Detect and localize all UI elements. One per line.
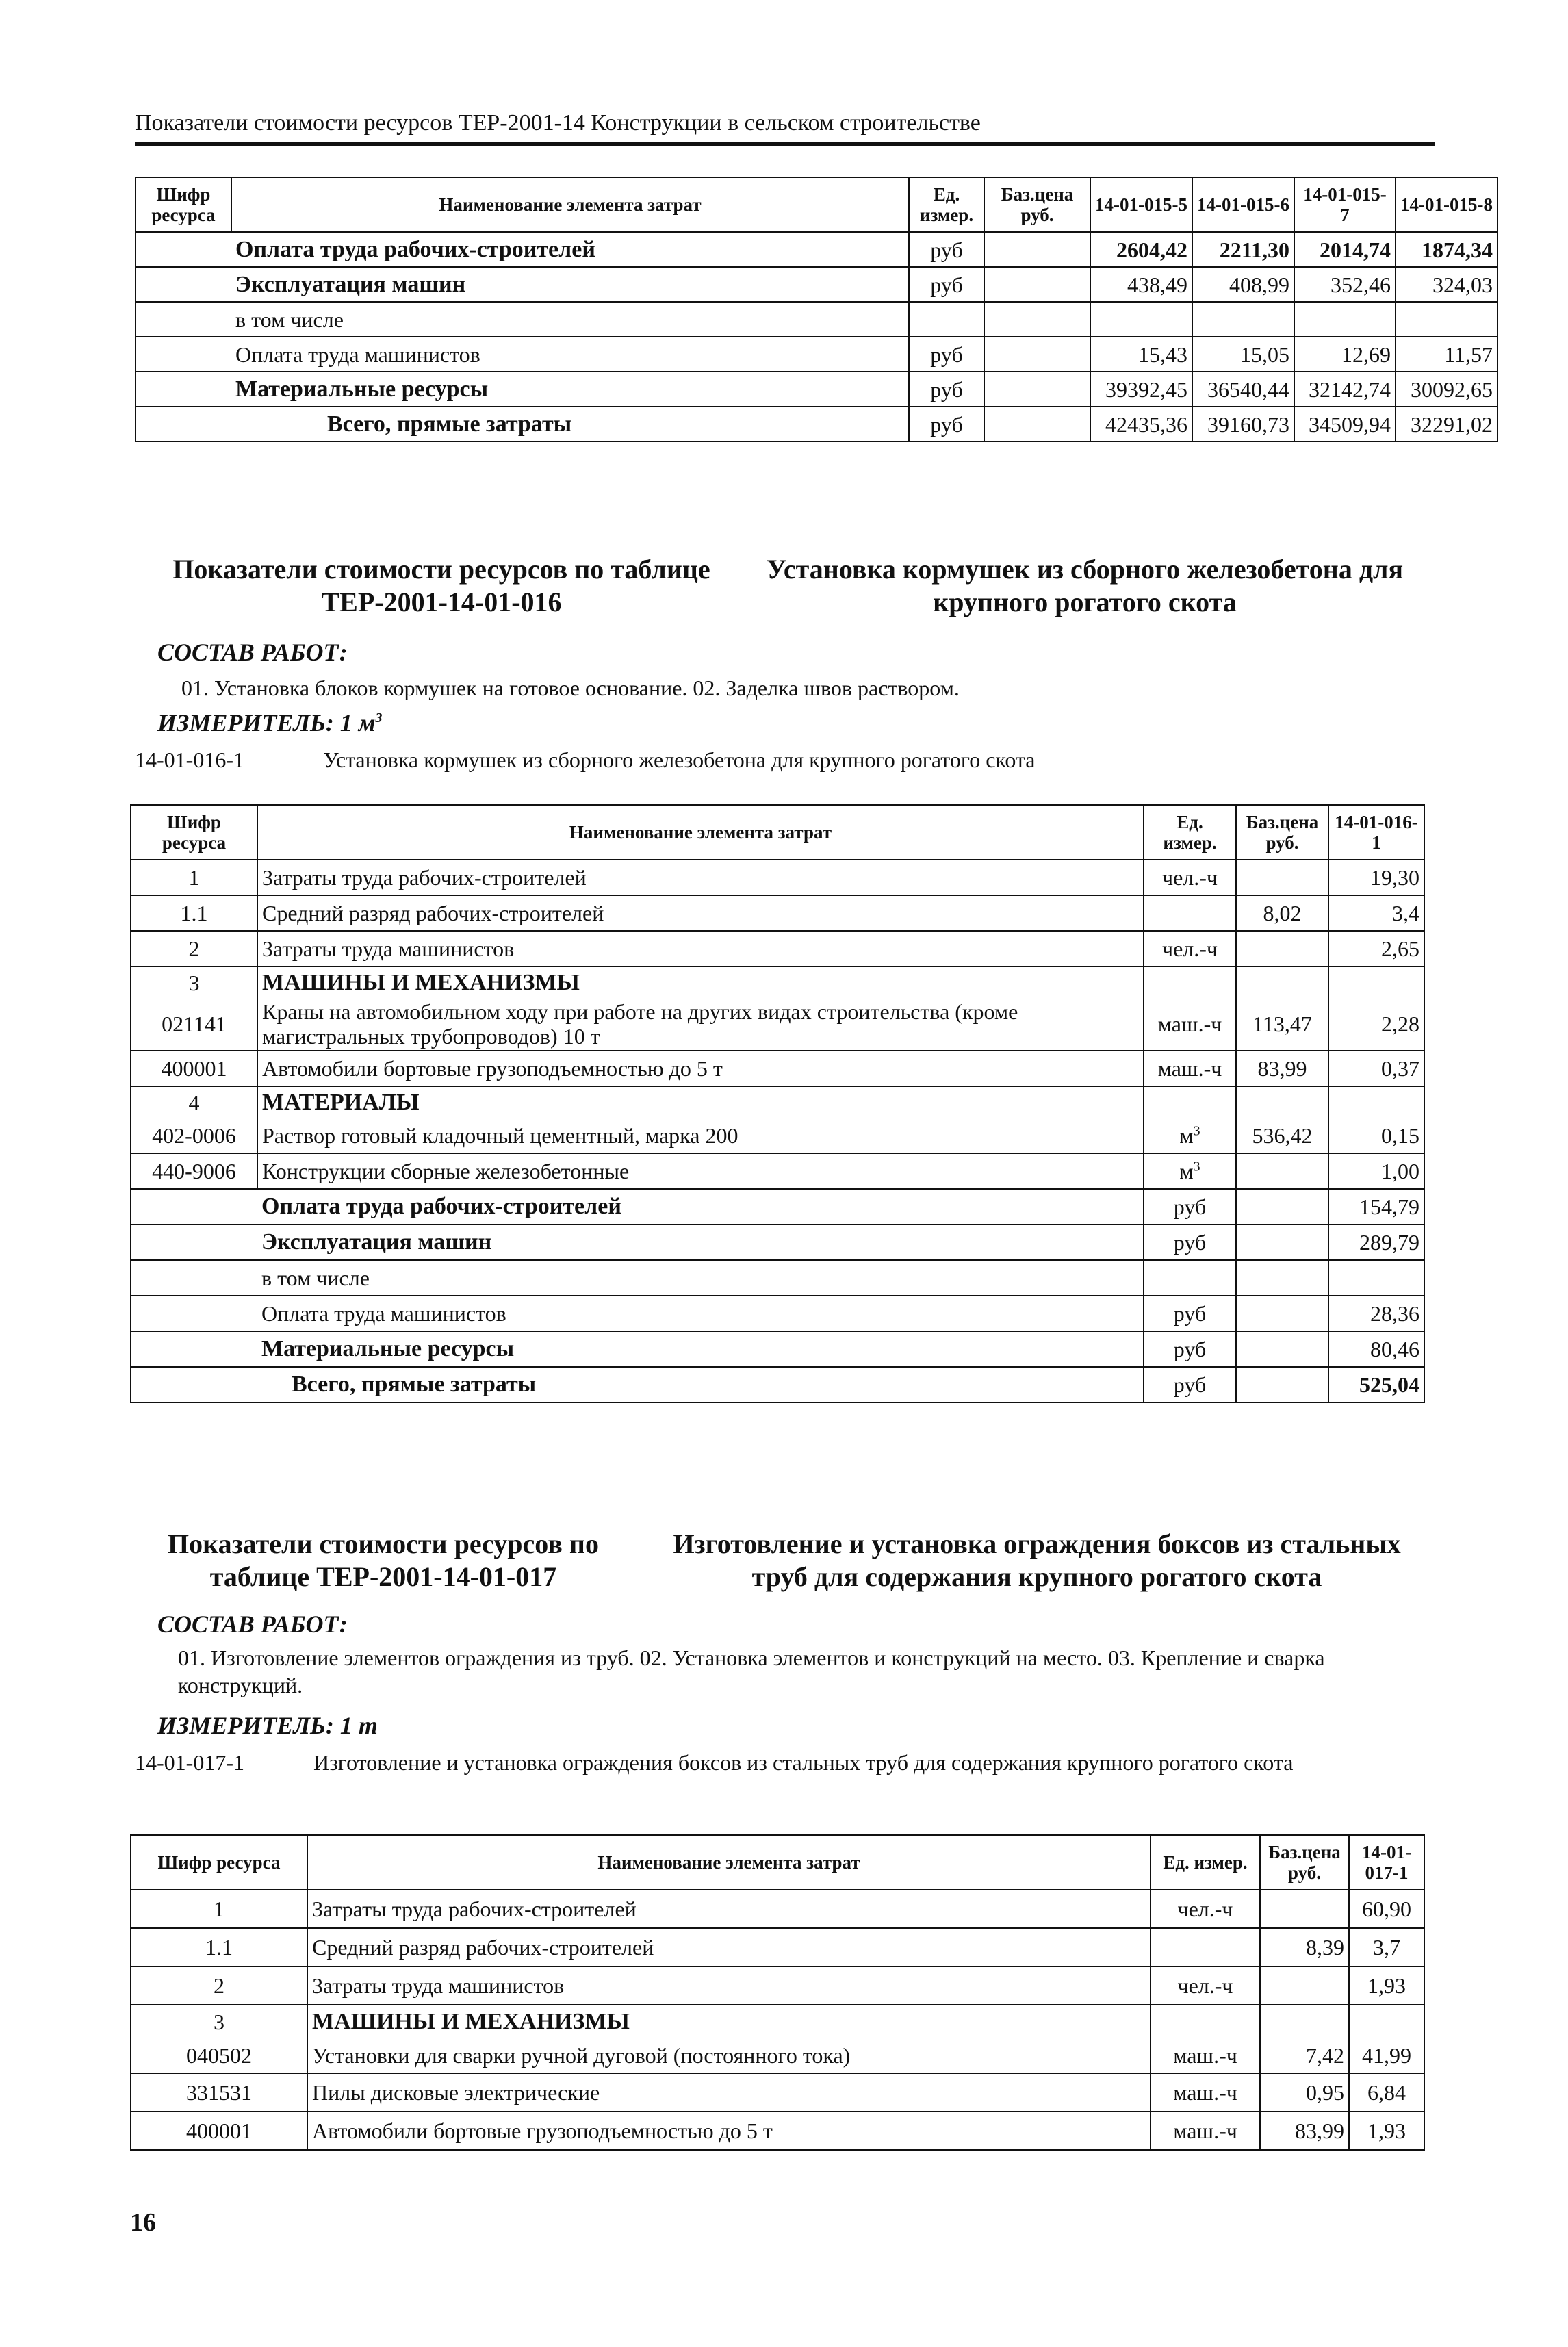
- table-row: [136, 302, 1498, 337]
- row-value: 32142,74: [1294, 372, 1396, 407]
- row-name: Раствор готовый кладочный цементный, марка 200: [257, 1118, 1144, 1153]
- row-price: 83,99: [1260, 2112, 1349, 2150]
- col-rate-header: 14-01-015-7: [1294, 177, 1396, 232]
- row-code: 400001: [131, 1051, 257, 1086]
- col-rate-header: 14-01-016-1: [1328, 805, 1424, 860]
- row-value: 34509,94: [1294, 407, 1396, 441]
- table-row: [131, 1153, 1424, 1189]
- row-value: 0,37: [1328, 1051, 1424, 1086]
- row-code: 440-9006: [131, 1153, 257, 1189]
- row-code: 402-0006: [131, 1118, 257, 1153]
- row-name: Эксплуатация машин: [231, 267, 909, 302]
- col-rate-header: 14-01-015-8: [1396, 177, 1498, 232]
- rate-description: Изготовление и установка ограждения боксов из стальных труб для содержания крупного рогатого скота: [313, 1750, 1294, 1775]
- page-number: 16: [130, 2208, 156, 2237]
- table-row: [131, 1331, 1424, 1367]
- row-unit: руб: [1144, 1331, 1236, 1367]
- table-row: [131, 1966, 1424, 2005]
- row-code: 1: [131, 860, 257, 895]
- row-value: 3,7: [1349, 1928, 1424, 1966]
- col-code-header: Шифр ресурса: [131, 805, 257, 860]
- row-value: 42435,36: [1090, 407, 1192, 441]
- row-code: 2: [131, 1966, 307, 2005]
- row-unit: руб: [1144, 1367, 1236, 1402]
- rate-description: Установка кормушек из сборного железобетона для крупного рогатого скота: [323, 747, 1036, 772]
- col-rate-header: 14-01-015-5: [1090, 177, 1192, 232]
- table-row: [131, 2112, 1424, 2150]
- row-value: 30092,65: [1396, 372, 1498, 407]
- row-unit: руб: [909, 372, 984, 407]
- row-value: 6,84: [1349, 2073, 1424, 2112]
- row-unit: маш.-ч: [1151, 2038, 1260, 2073]
- col-rate-header: 14-01-015-6: [1192, 177, 1294, 232]
- rate-code: 14-01-016-1: [135, 747, 244, 772]
- row-name: Оплата труда машинистов: [231, 337, 909, 372]
- row-value: 12,69: [1294, 337, 1396, 372]
- row-value: 15,43: [1090, 337, 1192, 372]
- table-row: [131, 860, 1424, 895]
- row-value: 154,79: [1328, 1189, 1424, 1224]
- row-value: 60,90: [1349, 1890, 1424, 1928]
- table-015-totals: [135, 177, 1498, 442]
- row-value: 352,46: [1294, 267, 1396, 302]
- row-price: 536,42: [1236, 1118, 1328, 1153]
- table-row: [136, 407, 1498, 441]
- row-unit: руб: [1144, 1224, 1236, 1260]
- row-value: 2014,74: [1294, 232, 1396, 267]
- table-row: [131, 1367, 1424, 1402]
- row-name: МАШИНЫ И МЕХАНИЗМЫ: [257, 966, 1144, 998]
- row-code: 1: [131, 1890, 307, 1928]
- col-price-header: Баз.цена руб.: [1236, 805, 1328, 860]
- row-unit: $м^3$: [1144, 1118, 1236, 1153]
- row-unit: маш.-ч: [1151, 2073, 1260, 2112]
- row-unit: руб: [909, 232, 984, 267]
- row-value: 525,04: [1328, 1367, 1424, 1402]
- table-row: [131, 2005, 1424, 2038]
- row-code: 1.1: [131, 1928, 307, 1966]
- row-value: 11,57: [1396, 337, 1498, 372]
- composition-text: 01. Изготовление элементов ограждения из труб. 02. Установка элементов и конструкций на место. 03. Крепление и сварка конструкций.: [178, 1645, 1325, 1697]
- row-unit: руб: [909, 267, 984, 302]
- row-value: 2211,30: [1192, 232, 1294, 267]
- row-name: Затраты труда машинистов: [257, 931, 1144, 966]
- row-price: 7,42: [1260, 2038, 1349, 2073]
- table-row: [131, 2073, 1424, 2112]
- table-row: [131, 1928, 1424, 1966]
- row-price: 113,47: [1236, 998, 1328, 1051]
- row-code: 040502: [131, 2038, 307, 2073]
- row-value: 1874,34: [1396, 232, 1498, 267]
- row-code: 1.1: [131, 895, 257, 931]
- row-price: 8,39: [1260, 1928, 1349, 1966]
- row-unit: чел.-ч: [1151, 1890, 1260, 1928]
- row-name: в том числе: [231, 302, 909, 337]
- row-unit: чел.-ч: [1144, 860, 1236, 895]
- composition-label: СОСТАВ РАБОТ:: [157, 639, 348, 666]
- row-value: 324,03: [1396, 267, 1498, 302]
- row-name: Затраты труда рабочих-строителей: [307, 1890, 1151, 1928]
- section-title-right: Установка кормушек из сборного железобетона для крупного рогатого скота: [766, 554, 1404, 617]
- table-row: [136, 232, 1498, 267]
- row-code: 331531: [131, 2073, 307, 2112]
- row-unit: чел.-ч: [1151, 1966, 1260, 2005]
- table-row: [136, 372, 1498, 407]
- row-value: 3,4: [1328, 895, 1424, 931]
- row-code: 3: [131, 966, 257, 998]
- row-price: [1260, 1890, 1349, 1928]
- row-code: 021141: [131, 998, 257, 1051]
- row-value: 39392,45: [1090, 372, 1192, 407]
- row-value: 41,99: [1349, 2038, 1424, 2073]
- row-price: [1236, 1153, 1328, 1189]
- table-row: [131, 1260, 1424, 1296]
- row-value: 39160,73: [1192, 407, 1294, 441]
- col-price-header: Баз.цена руб.: [984, 177, 1090, 232]
- running-header: Показатели стоимости ресурсов ТЕР-2001-14 Конструкции в сельском строительстве: [135, 110, 1435, 146]
- table-row: [131, 998, 1424, 1051]
- col-name-header: Наименование элемента затрат: [257, 805, 1144, 860]
- row-unit: [1144, 895, 1236, 931]
- row-unit: маш.-ч: [1144, 998, 1236, 1051]
- row-name: Оплата труда машинистов: [257, 1296, 1144, 1331]
- row-name: Материальные ресурсы: [257, 1331, 1144, 1367]
- row-value: 289,79: [1328, 1224, 1424, 1260]
- row-name: в том числе: [257, 1260, 1144, 1296]
- composition-text: 01. Установка блоков кормушек на готовое основание. 02. Заделка швов раствором.: [181, 676, 960, 700]
- table-row: [136, 337, 1498, 372]
- row-value: 0,15: [1328, 1118, 1424, 1153]
- col-unit-header: Ед. измер.: [1144, 805, 1236, 860]
- meter-label: ИЗМЕРИТЕЛЬ: 1 $м^3$: [157, 709, 383, 736]
- row-name: Эксплуатация машин: [257, 1224, 1144, 1260]
- row-unit: маш.-ч: [1151, 2112, 1260, 2150]
- table-row: [131, 895, 1424, 931]
- row-value: 32291,02: [1396, 407, 1498, 441]
- row-unit: $м^3$: [1144, 1153, 1236, 1189]
- row-name: Материальные ресурсы: [231, 372, 909, 407]
- row-name: МАШИНЫ И МЕХАНИЗМЫ: [307, 2005, 1151, 2038]
- row-name: МАТЕРИАЛЫ: [257, 1086, 1144, 1118]
- table-row: [131, 1086, 1424, 1118]
- row-name: Всего, прямые затраты: [257, 1367, 1144, 1402]
- row-price: 83,99: [1236, 1051, 1328, 1086]
- row-unit: чел.-ч: [1144, 931, 1236, 966]
- row-price: [1236, 931, 1328, 966]
- row-value: 2,65: [1328, 931, 1424, 966]
- col-unit-header: Ед. измер.: [1151, 1835, 1260, 1890]
- row-price: [1236, 860, 1328, 895]
- col-name-header: Наименование элемента затрат: [307, 1835, 1151, 1890]
- row-name: Всего, прямые затраты: [231, 407, 909, 441]
- row-value: 15,05: [1192, 337, 1294, 372]
- row-value: 28,36: [1328, 1296, 1424, 1331]
- row-name: Затраты труда машинистов: [307, 1966, 1151, 2005]
- table-row: [131, 1189, 1424, 1224]
- row-value: 1,00: [1328, 1153, 1424, 1189]
- col-code-header: Шифр ресурса: [136, 177, 231, 232]
- row-code: 3: [131, 2005, 307, 2038]
- table-row: [131, 966, 1424, 998]
- row-name: Оплата труда рабочих-строителей: [231, 232, 909, 267]
- table-row: [136, 267, 1498, 302]
- row-name: Затраты труда рабочих-строителей: [257, 860, 1144, 895]
- row-value: 2604,42: [1090, 232, 1192, 267]
- row-price: [1260, 1966, 1349, 2005]
- col-code-header: Шифр ресурса: [131, 1835, 307, 1890]
- row-name: Конструкции сборные железобетонные: [257, 1153, 1144, 1189]
- row-unit: руб: [909, 337, 984, 372]
- row-unit: [1151, 1928, 1260, 1966]
- row-name: Пилы дисковые электрические: [307, 2073, 1151, 2112]
- row-price: 8,02: [1236, 895, 1328, 931]
- row-value: 19,30: [1328, 860, 1424, 895]
- row-code: 2: [131, 931, 257, 966]
- section-title-right: Изготовление и установка ограждения боксов из стальных труб для содержания крупного рогатого скота: [673, 1528, 1401, 1592]
- row-name: Автомобили бортовые грузоподъемностью до 5 т: [257, 1051, 1144, 1086]
- row-unit: руб: [1144, 1189, 1236, 1224]
- composition-label: СОСТАВ РАБОТ:: [157, 1611, 348, 1638]
- table-017-resources: [130, 1834, 1425, 2151]
- table-row: [131, 931, 1424, 966]
- row-name: Краны на автомобильном ходу при работе на других видах строительства (кроме магистральных трубопроводов) 10 т: [257, 998, 1144, 1051]
- meter-label: ИЗМЕРИТЕЛЬ: 1 т: [157, 1712, 378, 1739]
- row-unit: руб: [1144, 1296, 1236, 1331]
- row-unit: руб: [909, 407, 984, 441]
- table-row: [131, 1224, 1424, 1260]
- col-price-header: Баз.цена руб.: [1260, 1835, 1349, 1890]
- table-016-resources: [130, 804, 1425, 1403]
- row-value: 408,99: [1192, 267, 1294, 302]
- row-code: 400001: [131, 2112, 307, 2150]
- row-unit: маш.-ч: [1144, 1051, 1236, 1086]
- col-name-header: Наименование элемента затрат: [231, 177, 909, 232]
- table-row: [131, 1890, 1424, 1928]
- row-value: 1,93: [1349, 2112, 1424, 2150]
- row-value: 438,49: [1090, 267, 1192, 302]
- row-name: Средний разряд рабочих-строителей: [257, 895, 1144, 931]
- row-price: 0,95: [1260, 2073, 1349, 2112]
- table-row: [131, 1296, 1424, 1331]
- row-value: 2,28: [1328, 998, 1424, 1051]
- section-title-left: Показатели стоимости ресурсов по таблице ТЕР-2001-14-01-016: [172, 554, 710, 617]
- row-name: Установки для сварки ручной дуговой (постоянного тока): [307, 2038, 1151, 2073]
- rate-code: 14-01-017-1: [135, 1750, 244, 1775]
- row-name: Средний разряд рабочих-строителей: [307, 1928, 1151, 1966]
- table-row: [131, 2038, 1424, 2073]
- row-value: 1,93: [1349, 1966, 1424, 2005]
- section-title-left: Показатели стоимости ресурсов по таблице ТЕР-2001-14-01-017: [168, 1528, 599, 1592]
- col-rate-header: 14-01-017-1: [1349, 1835, 1424, 1890]
- row-value: 36540,44: [1192, 372, 1294, 407]
- col-unit-header: Ед. измер.: [909, 177, 984, 232]
- row-value: 80,46: [1328, 1331, 1424, 1367]
- table-row: [131, 1051, 1424, 1086]
- row-name: Автомобили бортовые грузоподъемностью до 5 т: [307, 2112, 1151, 2150]
- row-name: Оплата труда рабочих-строителей: [257, 1189, 1144, 1224]
- row-code: 4: [131, 1086, 257, 1118]
- table-row: [131, 1118, 1424, 1153]
